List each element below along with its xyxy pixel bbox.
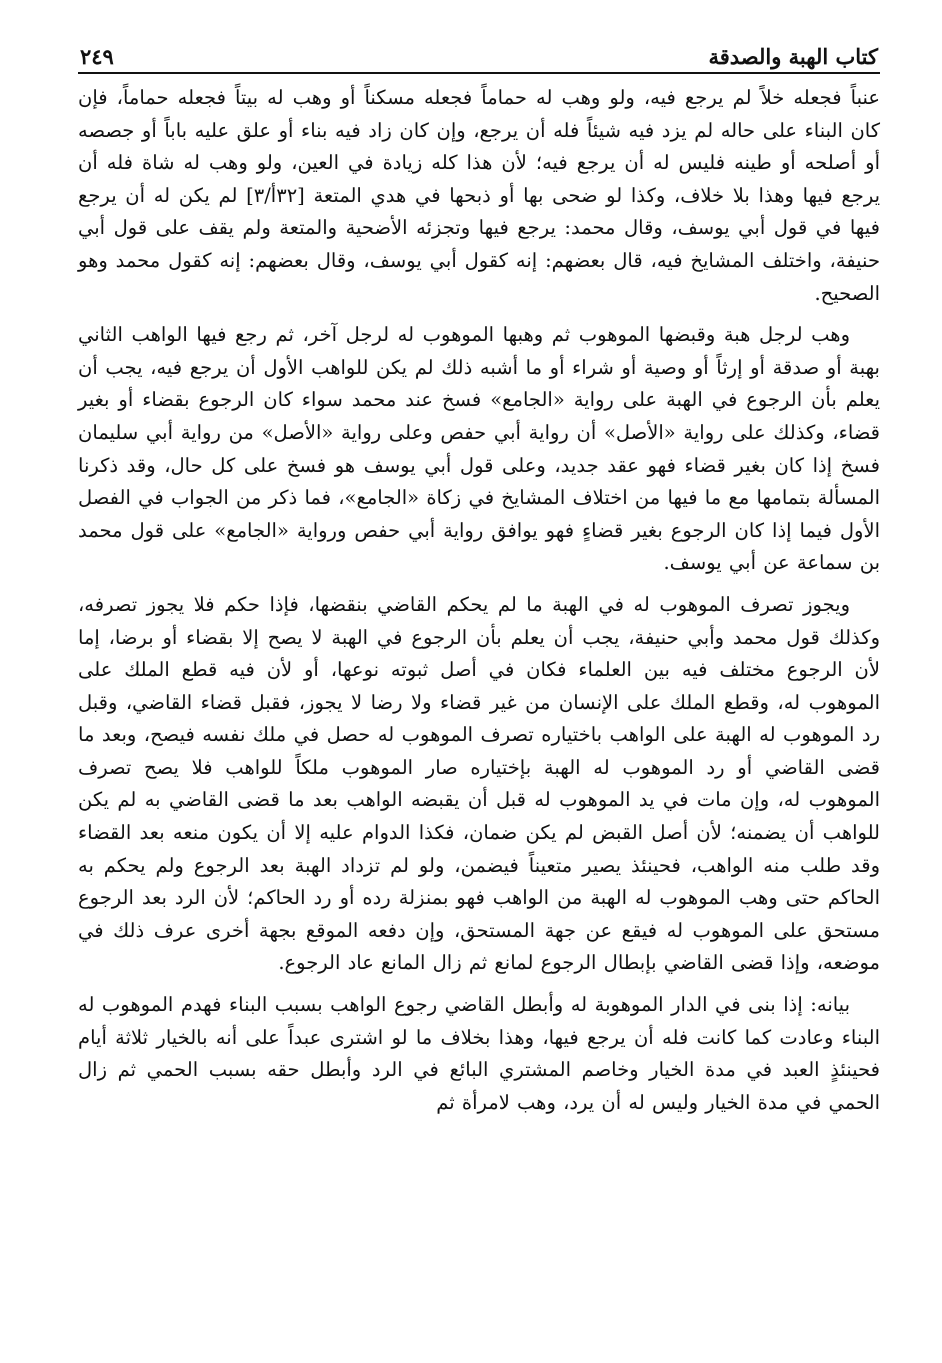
document-page: [78, 30, 880, 1128]
paragraph-1: عنباً فجعله خلاً لم يرجع فيه، ولو وهب له حماماً فجعله مسكناً أو وهب له بيتاً فجعله حماماً، فإن كان البناء على حاله لم يزد فيه شيئاً فله أن يرجع، وإن كان زاد فيه بناء أو علق عليه باباً أو جصصه أو أصلحه أو طينه فليس له أن يرجع فيه؛ لأن هذا كله زيادة في العين، ولو وهب له شاة فله أن يرجع فيها وهذا بلا خلاف، وكذا لو ضحى بها أو ذبحها في هدي المتعة [٣٢أ/٣] لم يكن له أن يرجع فيها في قول أبي يوسف، وقال محمد: يرجع فيها وتجزئه الأضحية والمتعة ولم يقف على قول أبي حنيفة، واختلف المشايخ فيه، قال بعضهم: إنه كقول أبي يوسف، وقال بعضهم: إنه كقول محمد وهو الصحيح.: [78, 86, 881, 305]
body-text: [78, 82, 880, 1119]
page-number: ٢٤٩: [80, 44, 114, 69]
paragraph-2: وهب لرجل هبة وقبضها الموهوب ثم وهبها الموهوب له لرجل آخر، ثم رجع فيها الواهب الثاني بهبة أو صدقة أو إرثاً أو وصية أو شراء أو ما أشبه ذلك لم يكن للواهب الأول أن يرجع فيه، يجب أن يعلم بأن الرجوع في الهبة على رواية «الجامع» فسخ عند محمد سواء كان الرجوع بقضاء أو بغير قضاء، وكذلك على رواية «الأصل» أن رواية أبي حفص وعلى رواية «الأصل» من رواية أبي سليمان فسخ إذا كان بغير قضاء فهو عقد جديد، وعلى قول أبي يوسف هو فسخ على كل حال، وقد ذكرنا المسألة بتمامها مع ما فيها من اختلاف المشايخ في زكاة «الجامع»، فما ذكر من الجواب في الفصل الأول فيما إذا كان الرجوع بغير قضاءٍ فهو يوافق رواية أبي حفص ورواية «الجامع» على قول محمد بن سماعة عن أبي يوسف.: [78, 323, 880, 575]
paragraph-3: ويجوز تصرف الموهوب له في الهبة ما لم يحكم القاضي بنقضها، فإذا حكم فلا يجوز تصرفه، وكذلك قول محمد وأبي حنيفة، يجب أن يعلم بأن الرجوع في الهبة لا يصح إلا بقضاء أو برضا، إما لأن الرجوع مختلف فيه بين العلماء فكان في أصل ثبوته نوعها، أو لأن فيه قطع الملك على الموهوب له، وقطع الملك على الإنسان من غير قضاء ولا رضا لا يجوز، فقبل قضاء القاضي، وقبل رد الموهوب له الهبة على الواهب باختياره تصرف الموهوب له حصل في ملك نفسه فيصح، وبعد ما قضى القاضي أو رد الموهوب له الهبة بإختياره صار الموهوب ملكاً للواهب فلا يصح تصرف الموهوب له، وإن مات في يد الموهوب له قبل أن يقبضه الواهب بعد ما قضى القاضي به لم يكن للواهب أن يضمنه؛ لأن أصل القبض لم يكن ضمان، فكذا الدوام عليه إلا أن يكون منعه بعد القضاء وقد طلب منه الواهب، فحينئذ يصير متعيناً فيضمن، ولو لم تزداد الهبة بعد الرجوع ولم يحكم به الحاكم حتى وهب الموهوب له الهبة من الواهب فهو بمنزلة رده أو رد الحاكم؛ لأن الرد بعد الرجوع مستحق على الموهوب له فيقع عن جهة المستحق، وإن دفعه الموقع بجهة أخرى عرف ذلك في موضعه، وإذا قضى القاضي بإبطال الرجوع لمانع ثم زال المانع عاد الرجوع.: [78, 592, 880, 975]
page-header: [78, 30, 880, 74]
paragraph-4: بيانه: إذا بنى في الدار الموهوبة له وأبطل القاضي رجوع الواهب بسبب البناء فهدم الموهوب له البناء وعادت كما كانت فله أن يرجع فيها، وهذا بخلاف ما لو اشترى عبداً على أنه بالخيار ثلاثة أيام فحينئذٍ العبد في مدة الخيار وخاصم المشتري البائع في الرد وأبطل حقه بسبب الحمي ثم زال الحمي في مدة الخيار وليس له أن يرد، وهب لامرأة ثم: [78, 993, 880, 1114]
running-title: كتاب الهبة والصدقة: [708, 44, 878, 69]
